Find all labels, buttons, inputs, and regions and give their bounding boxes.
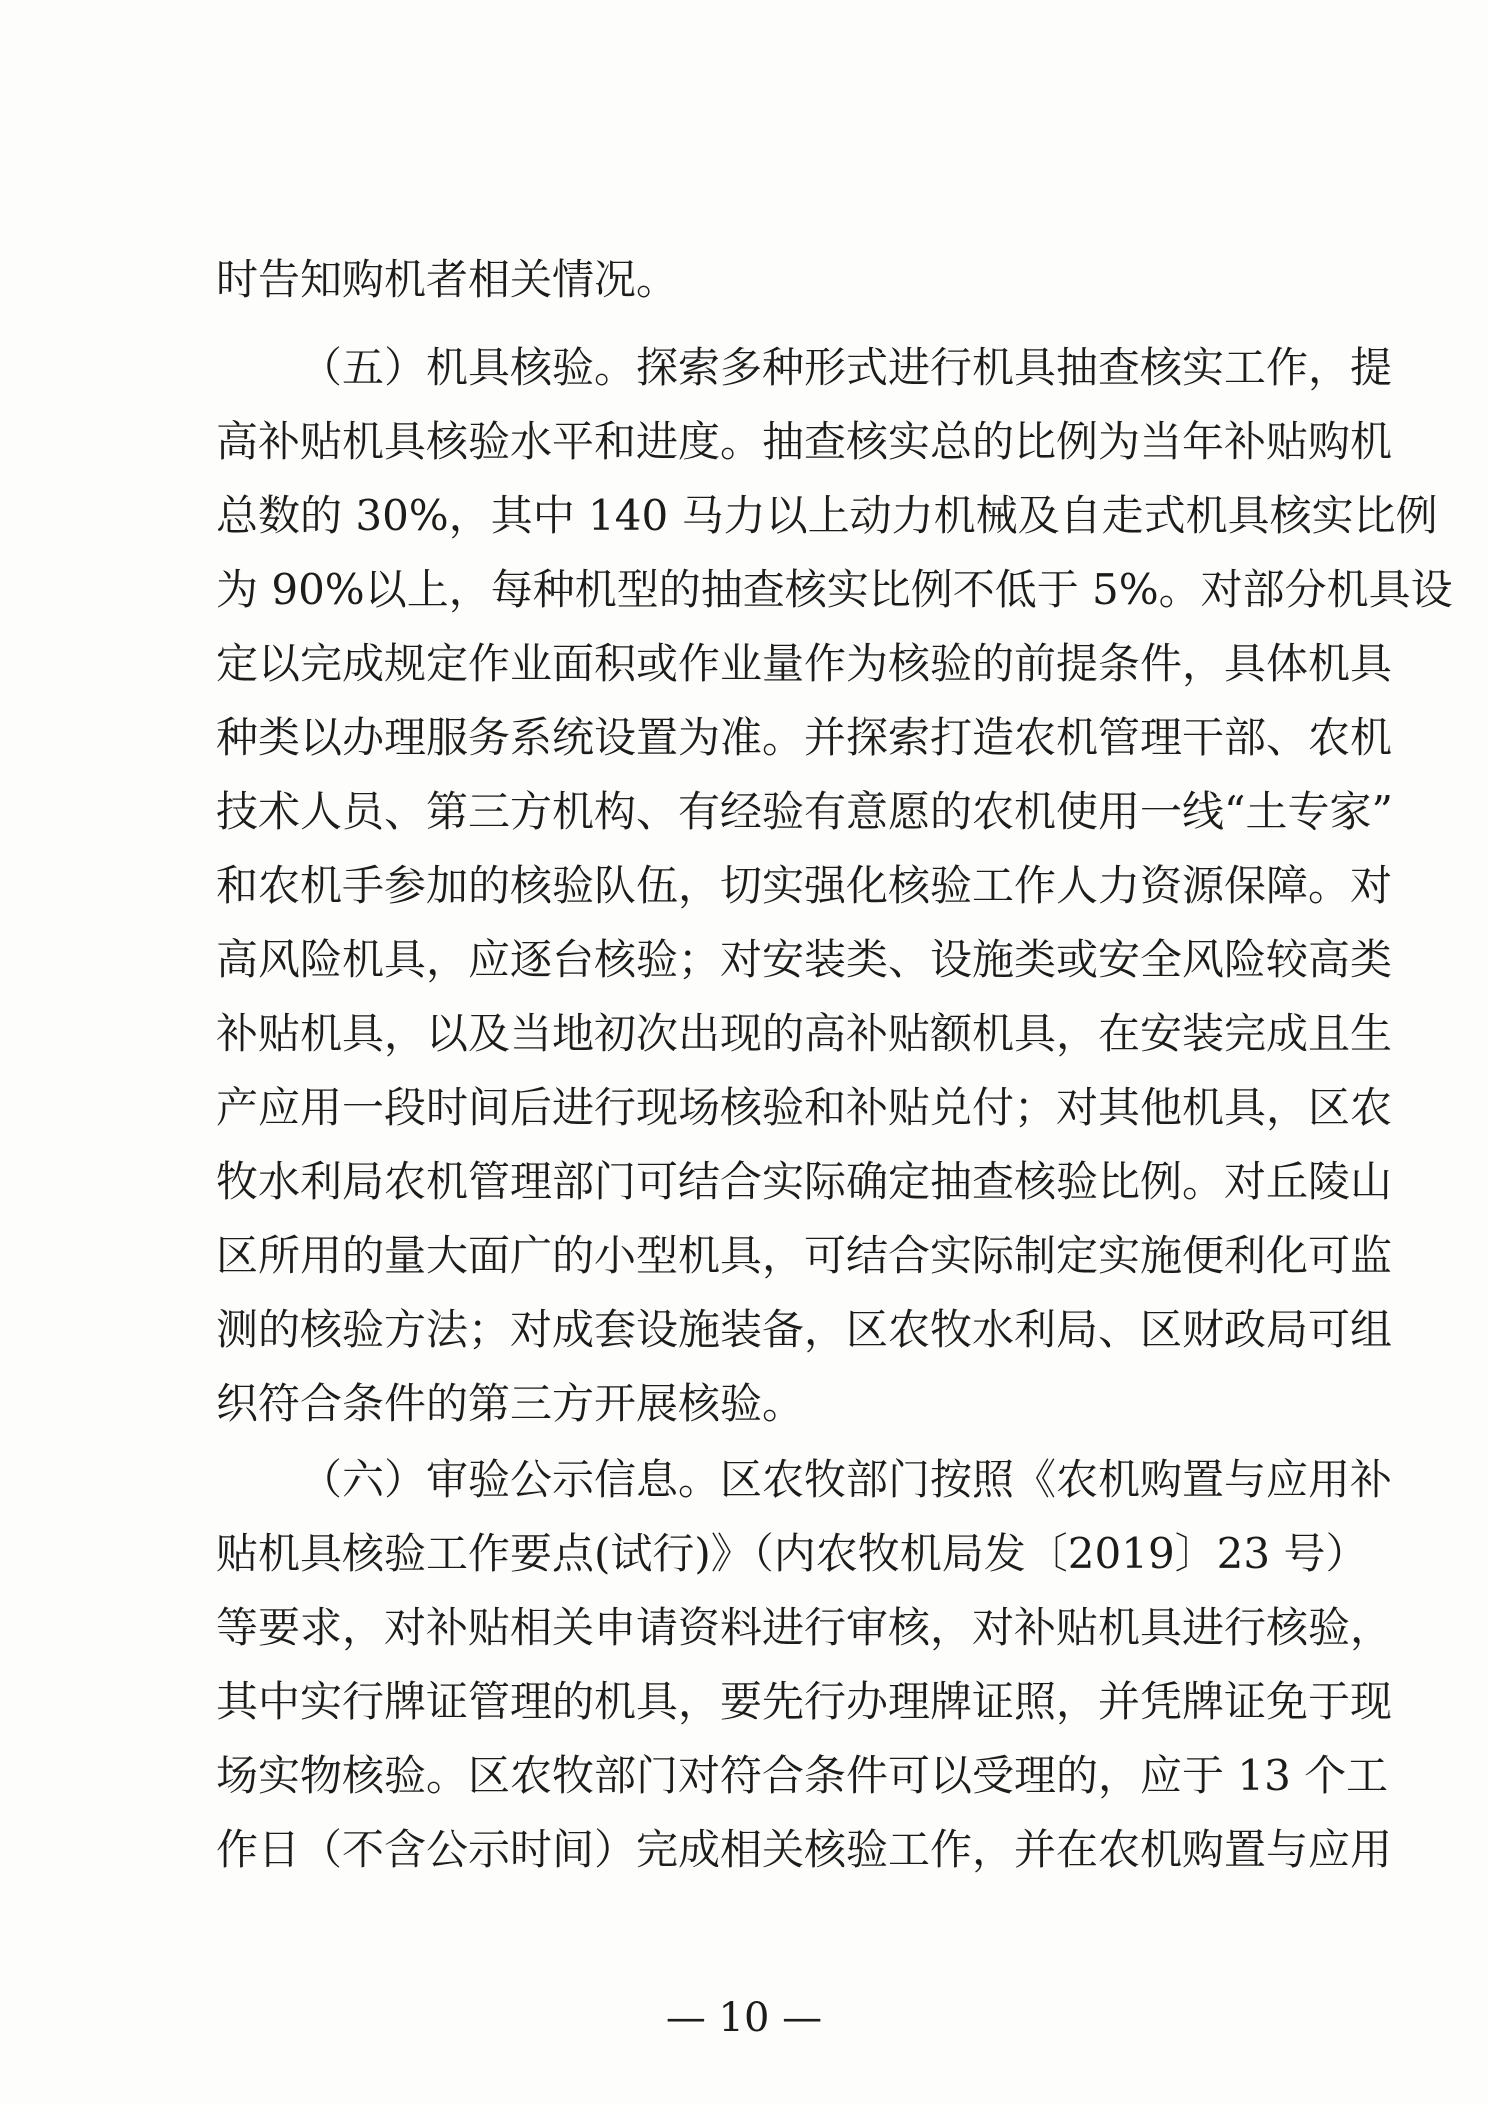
text-line-11: 补贴机具，以及当地初次出现的高补贴额机具，在安装完成且生 (216, 1009, 1393, 1058)
text-line-3: 高补贴机具核验水平和进度。抽查核实总的比例为当年补贴购机 (216, 417, 1393, 466)
text-line-13: 牧水利局农机管理部门可结合实际确定抽查核验比例。对丘陵山 (216, 1157, 1393, 1206)
text-line-22: 作日（不含公示时间）完成相关核验工作，并在农机购置与应用 (216, 1825, 1393, 1874)
text-line-5: 为 90%以上，每种机型的抽查核实比例不低于 5%。对部分机具设 (216, 565, 1453, 614)
text-line-9: 和农机手参加的核验队伍，切实强化核验工作人力资源保障。对 (216, 861, 1393, 910)
text-line-10: 高风险机具，应逐台核验；对安装类、设施类或安全风险较高类 (216, 935, 1393, 984)
text-line-20: 其中实行牌证管理的机具，要先行办理牌证照，并凭牌证免于现 (216, 1677, 1393, 1726)
text-line-21: 场实物核验。区农牧部门对符合条件可以受理的，应于 13 个工 (216, 1751, 1389, 1800)
text-line-14: 区所用的量大面广的小型机具，可结合实际制定实施便利化可监 (216, 1231, 1393, 1280)
text-line-8: 技术人员、第三方机构、有经验有意愿的农机使用一线“土专家” (216, 787, 1393, 836)
text-line-2: （五）机具核验。探索多种形式进行机具抽查核实工作，提 (300, 343, 1393, 392)
text-line-18: 贴机具核验工作要点(试行)》（内农牧机局发〔2019〕23 号） (216, 1529, 1368, 1578)
text-line-7: 种类以办理服务系统设置为准。并探索打造农机管理干部、农机 (216, 713, 1393, 762)
text-line-12: 产应用一段时间后进行现场核验和补贴兑付；对其他机具，区农 (216, 1083, 1393, 1132)
text-line-15: 测的核验方法；对成套设施装备，区农牧水利局、区财政局可组 (216, 1305, 1393, 1354)
text-line-6: 定以完成规定作业面积或作业量作为核验的前提条件，具体机具 (216, 639, 1393, 688)
page-number: — 10 — (665, 1995, 823, 2041)
text-line-16: 织符合条件的第三方开展核验。 (216, 1379, 805, 1428)
text-line-4: 总数的 30%，其中 140 马力以上动力机械及自走式机具核实比例 (216, 491, 1438, 540)
text-line-19: 等要求，对补贴相关申请资料进行审核，对补贴机具进行核验， (216, 1603, 1393, 1652)
text-line-17: （六）审验公示信息。区农牧部门按照《农机购置与应用补 (300, 1455, 1393, 1504)
text-line-1: 时告知购机者相关情况。 (216, 255, 679, 304)
